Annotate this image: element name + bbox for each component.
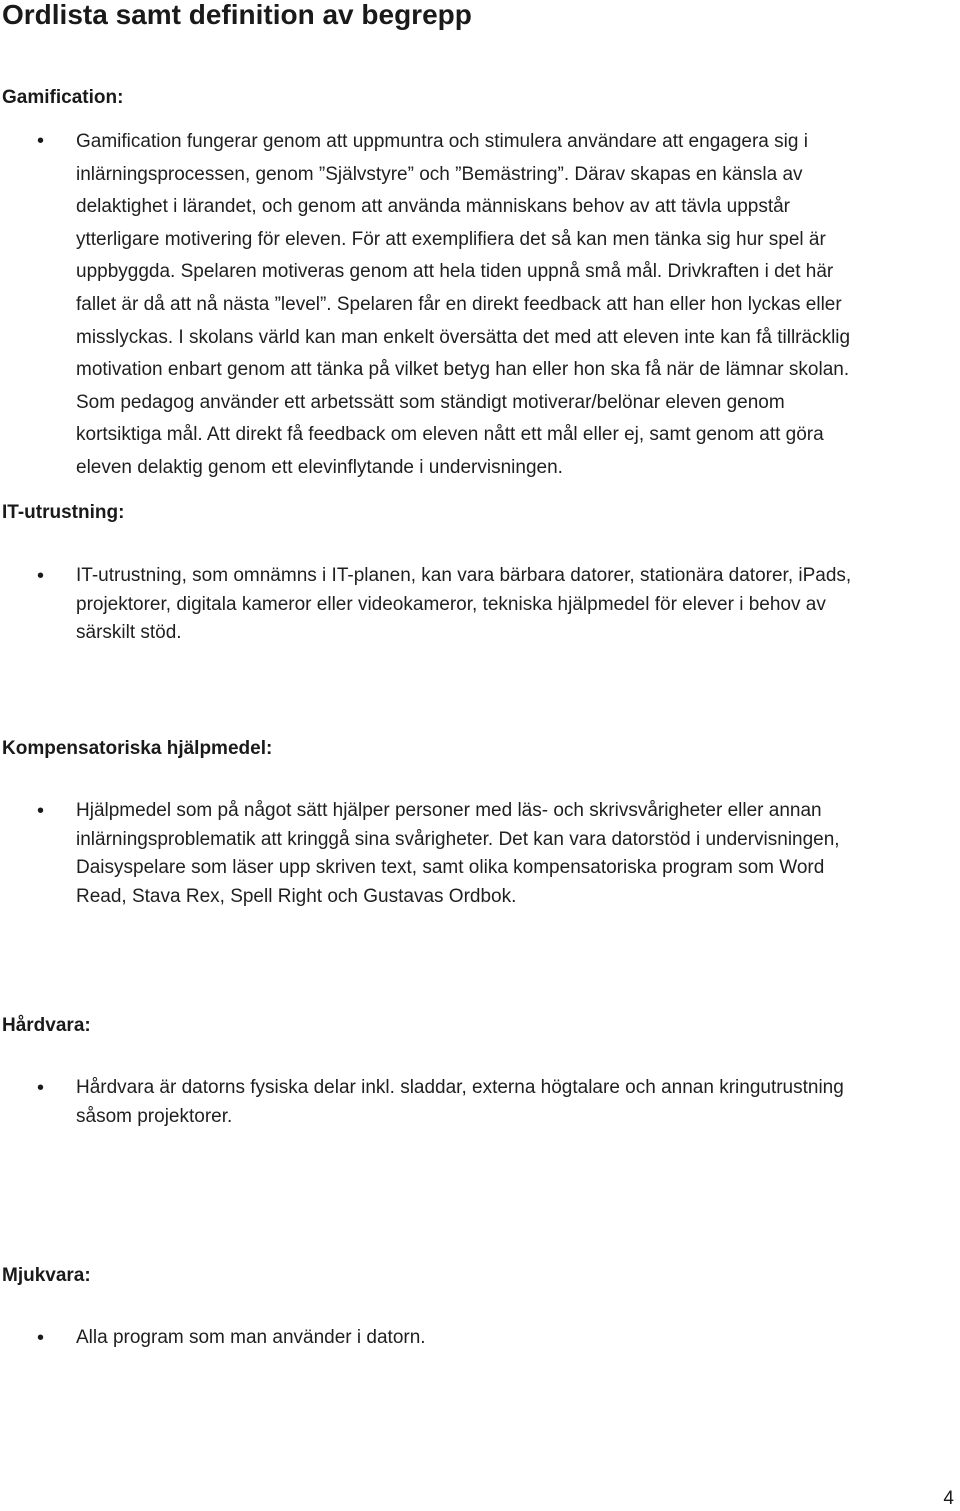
definition-gamification <box>76 126 956 485</box>
definition-mjukvara <box>76 1324 956 1353</box>
page-number: 4 <box>943 1488 954 1509</box>
section-heading-hardvara: Hårdvara: <box>2 1015 91 1036</box>
text-line: Read, Stava Rex, Spell Right och Gustavas Ordbok. <box>76 885 517 907</box>
bullet-icon: • <box>37 1327 45 1349</box>
text-line: såsom projektorer. <box>76 1105 233 1127</box>
text-line: Alla program som man använder i datorn. <box>76 1327 426 1348</box>
text-line: ytterligare motivering för eleven. För att exemplifiera det så kan men tänka sig hur spel är <box>76 228 826 250</box>
section-heading-it-utrustning: IT-utrustning: <box>2 502 125 523</box>
section-heading-mjukvara: Mjukvara: <box>2 1265 91 1286</box>
definition-hardvara <box>76 1074 956 1131</box>
page-title: Ordlista samt definition av begrepp <box>2 0 472 30</box>
bullet-icon: • <box>37 800 45 822</box>
section-heading-kompensatoriska: Kompensatoriska hjälpmedel: <box>2 738 273 759</box>
bullet-icon: • <box>37 565 45 587</box>
text-line: inlärningsproblematik att kringgå sina svårigheter. Det kan vara datorstöd i undervisningen, <box>76 828 840 850</box>
text-line: Hårdvara är datorns fysiska delar inkl. sladdar, externa högtalare och annan kringutrustning <box>76 1077 844 1098</box>
text-line: Som pedagog använder ett arbetssätt som ständigt motiverar/belönar eleven genom <box>76 391 785 413</box>
text-line: Daisyspelare som läser upp skriven text, samt olika kompensatoriska program som Word <box>76 857 825 878</box>
text-line: misslyckas. I skolans värld kan man enkelt översätta det med att eleven inte kan få tillräcklig <box>76 326 851 348</box>
text-line: eleven delaktig genom ett elevinflytande i undervisningen. <box>76 456 563 478</box>
text-line: fallet är då att nå nästa ”level”. Spelaren får en direkt feedback att han eller hon lyckas eller <box>76 293 842 315</box>
section-heading-gamification: Gamification: <box>2 87 124 108</box>
text-line: motivation enbart genom att tänka på vilket betyg han eller hon ska få när de lämnar skolan. <box>76 359 850 381</box>
text-line: delaktighet i lärandet, och genom att använda människans behov av att tävla uppstår <box>76 196 791 218</box>
text-line: projektorer, digitala kameror eller videokameror, tekniska hjälpmedel för elever i behov av <box>76 593 826 615</box>
text-line: kortsiktiga mål. Att direkt få feedback om eleven nått ett mål eller ej, samt genom att göra <box>76 424 824 446</box>
text-line: särskilt stöd. <box>76 622 182 643</box>
bullet-icon: • <box>37 130 45 152</box>
definition-it-utrustning <box>76 562 956 648</box>
text-line: Hjälpmedel som på något sätt hjälper personer med läs- och skrivsvårigheter eller annan <box>76 800 822 821</box>
bullet-icon: • <box>37 1077 45 1099</box>
text-line: Gamification fungerar genom att uppmuntra och stimulera användare att engagera sig i <box>76 131 808 152</box>
definition-kompensatoriska <box>76 797 956 911</box>
text-line: uppbyggda. Spelaren motiveras genom att hela tiden uppnå små mål. Drivkraften i det här <box>76 261 834 283</box>
text-line: IT-utrustning, som omnämns i IT-planen, kan vara bärbara datorer, stationära datorer, iPads, <box>76 565 852 586</box>
text-line: inlärningsprocessen, genom ”Självstyre” och ”Bemästring”. Därav skapas en känsla av <box>76 163 803 185</box>
